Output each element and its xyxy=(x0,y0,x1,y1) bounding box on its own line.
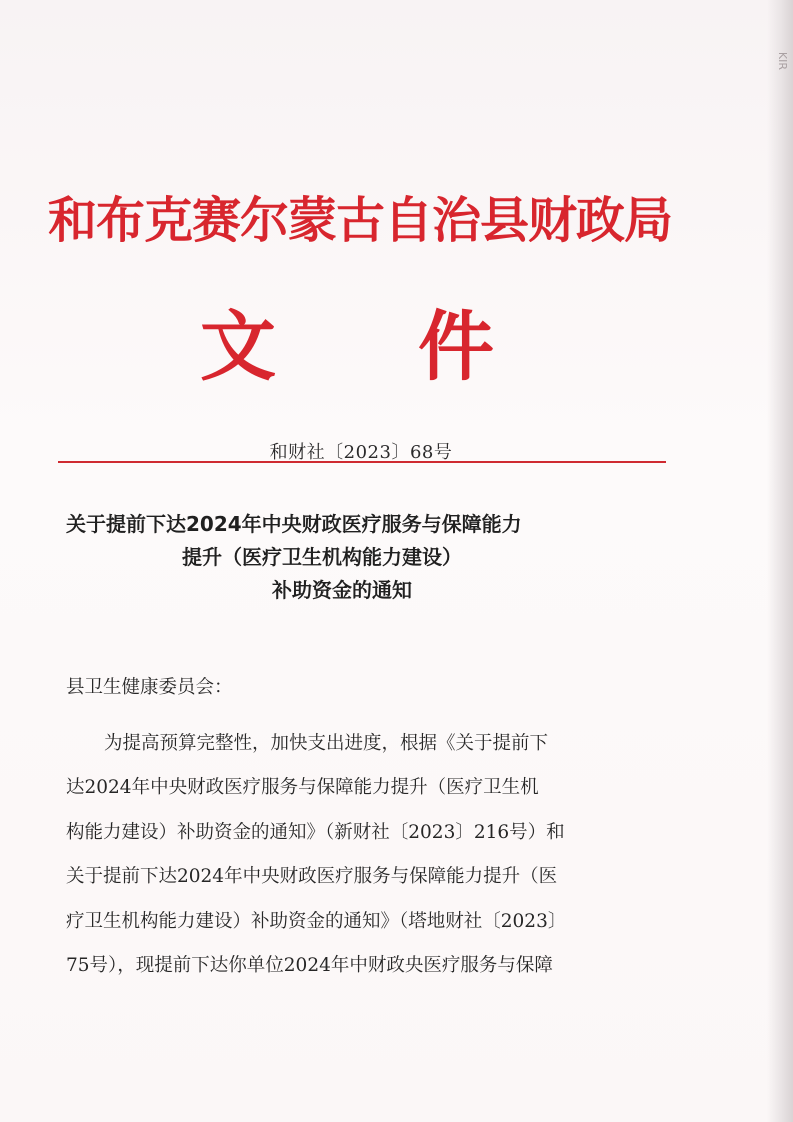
notice-title xyxy=(66,508,682,607)
issuing-organization-title: 和布克赛尔蒙古自治县财政局 xyxy=(48,191,673,249)
document-kind-char-1: 文 xyxy=(200,302,276,391)
body-line: 构能力建设）补助资金的通知》（新财社〔2023〕216号）和 xyxy=(66,821,565,843)
body-line: 达2024年中央财政医疗服务与保障能力提升（医疗卫生机 xyxy=(66,777,539,799)
notice-title-line-2: 提升（医疗卫生机构能力建设） xyxy=(182,545,462,569)
page-edge-shadow xyxy=(767,0,793,1122)
notice-title-line-3: 补助资金的通知 xyxy=(272,578,412,602)
body-line: 疗卫生机构能力建设）补助资金的通知》（塔地财社〔2023〕 xyxy=(66,910,567,932)
addressee: 县卫生健康委员会： xyxy=(66,677,233,698)
edge-mark: KIR xyxy=(776,51,789,70)
red-header-rule xyxy=(58,461,666,463)
body-line: 为提高预算完整性，加快支出进度，根据《关于提前下 xyxy=(104,733,549,754)
notice-title-line-1: 关于提前下达2024年中央财政医疗服务与保障能力 xyxy=(66,512,522,536)
body-line: 关于提前下达2024年中央财政医疗服务与保障能力提升（医 xyxy=(66,866,558,888)
document-number: 和财社〔2023〕68号 xyxy=(269,442,453,463)
document-kind-char-2: 件 xyxy=(418,302,494,391)
body-text xyxy=(66,722,688,988)
body-line: 75号），现提前下达你单位2024年中财政央医疗服务与保障 xyxy=(66,955,553,977)
